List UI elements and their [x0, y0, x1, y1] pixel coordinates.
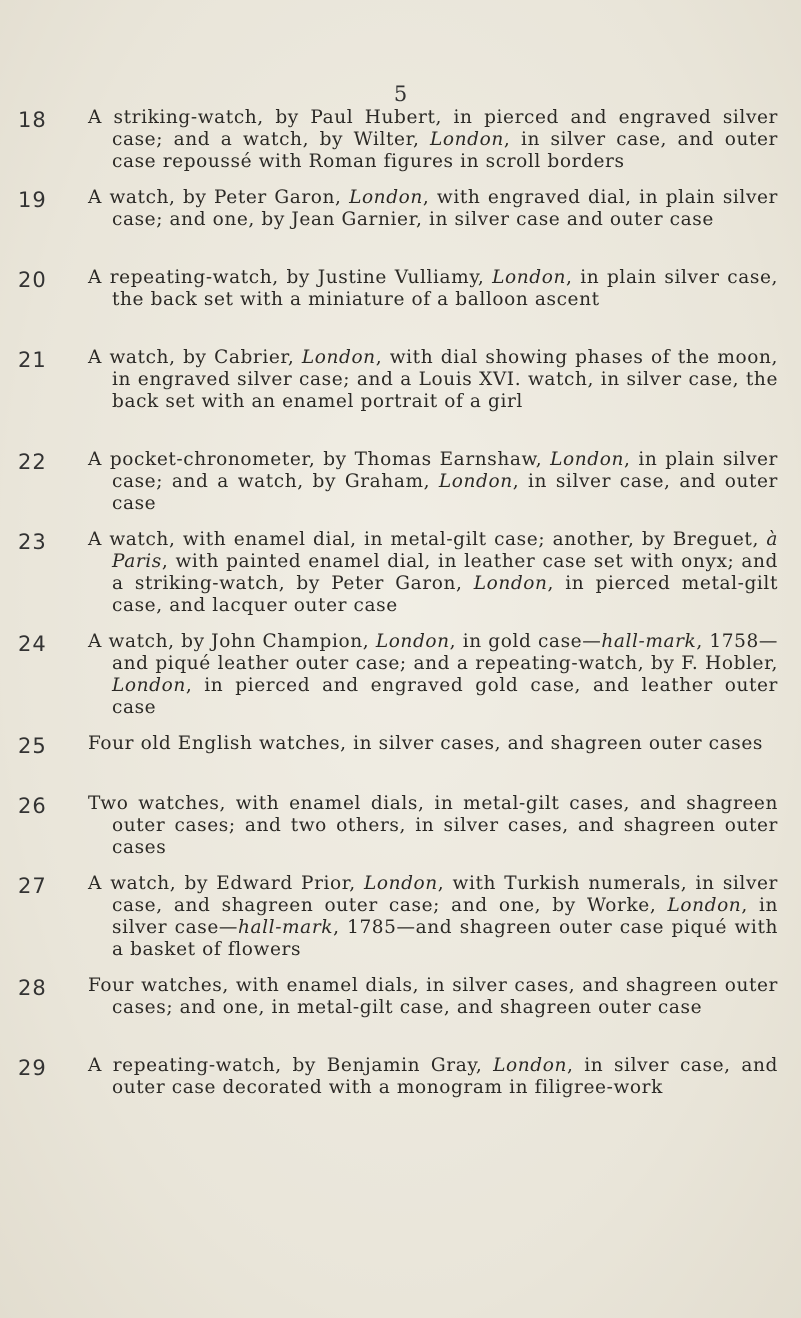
lot-entry: [0, 187, 801, 267]
lot-entry: [0, 449, 801, 529]
lot-entry: [0, 631, 801, 733]
italic-text: London: [301, 347, 376, 368]
lot-entry: [0, 107, 801, 187]
italic-text: London: [349, 187, 423, 208]
lot-entry: [0, 267, 801, 347]
lot-number: 20: [18, 268, 47, 292]
lot-number: 26: [18, 794, 47, 818]
lot-entry: [0, 733, 801, 793]
lot-entry: [0, 529, 801, 631]
lot-description: A striking-watch, by Paul Hubert, in pierced and engraved silver case; and a watch, by Wilter, London, in silver case, and outer case repoussé with Roman figures in scroll borders: [88, 107, 778, 172]
lot-description: Four watches, with enamel dials, in silver cases, and shagreen outer cases; and one, in metal-gilt case, and shagreen outer case: [88, 975, 778, 1018]
lot-description: Two watches, with enamel dials, in metal-gilt cases, and shagreen outer cases; and two others, in silver cases, and shagreen outer cases: [88, 793, 778, 858]
italic-text: London: [493, 1055, 568, 1076]
lot-description: A watch, by Peter Garon, London, with engraved dial, in plain silver case; and one, by Jean Garnier, in silver case and outer case: [88, 187, 778, 230]
lot-description: A repeating-watch, by Justine Vulliamy, London, in plain silver case, the back set with a miniature of a balloon ascent: [88, 267, 778, 310]
lot-number: 21: [18, 348, 47, 372]
lot-entry: [0, 793, 801, 873]
lot-description: A watch, with enamel dial, in metal-gilt case; another, by Breguet, à Paris, with painted enamel dial, in leather case set with onyx; and a striking-watch, by Peter Garon, London, in pierced metal-gilt case, and lacquer outer case: [88, 529, 778, 616]
italic-text: London: [112, 675, 186, 696]
lot-entry: [0, 975, 801, 1055]
lot-entry: [0, 873, 801, 975]
italic-text: London: [438, 471, 513, 492]
lot-description: Four old English watches, in silver cases, and shagreen outer cases: [88, 733, 763, 754]
lot-number: 29: [18, 1056, 47, 1080]
italic-text: London: [550, 449, 624, 470]
italic-text: London: [363, 873, 438, 894]
lot-number: 25: [18, 734, 47, 758]
italic-text: London: [375, 631, 450, 652]
lot-description: A repeating-watch, by Benjamin Gray, London, in silver case, and outer case decorated with a monogram in filigree-work: [88, 1055, 779, 1098]
lot-number: 27: [18, 874, 47, 898]
lot-description: A pocket-chronometer, by Thomas Earnshaw, London, in plain silver case; and a watch, by Graham, London, in silver case, and outer case: [88, 449, 778, 514]
lot-number: 19: [18, 188, 47, 212]
page-number: 5: [393, 82, 408, 106]
lot-entry: [0, 347, 801, 449]
italic-text: London: [667, 895, 742, 916]
lot-number: 23: [18, 530, 47, 554]
lot-description: A watch, by Cabrier, London, with dial showing phases of the moon, in engraved silver case; and a Louis XVI. watch, in silver case, the back set with an enamel portrait of a girl: [88, 347, 778, 412]
lot-list: [0, 107, 801, 1115]
lot-description: A watch, by John Champion, London, in gold case—hall-mark, 1758—and piqué leather outer case; and a repeating-watch, by F. Hobler, London, in pierced and engraved gold case, and leather outer case: [88, 631, 778, 718]
italic-text: hall-mark: [238, 917, 334, 938]
lot-description: A watch, by Edward Prior, London, with Turkish numerals, in silver case, and shagreen outer case; and one, by Worke, London, in silver case—hall-mark, 1785—and shagreen outer case piqué with a basket of flowers: [88, 873, 778, 960]
italic-text: à Paris: [112, 529, 778, 572]
italic-text: London: [473, 573, 548, 594]
lot-number: 22: [18, 450, 47, 474]
lot-entry: [0, 1055, 801, 1115]
lot-number: 18: [18, 108, 47, 132]
lot-number: 28: [18, 976, 47, 1000]
italic-text: hall-mark: [601, 631, 697, 652]
italic-text: London: [430, 129, 504, 150]
italic-text: London: [492, 267, 566, 288]
lot-number: 24: [18, 632, 47, 656]
